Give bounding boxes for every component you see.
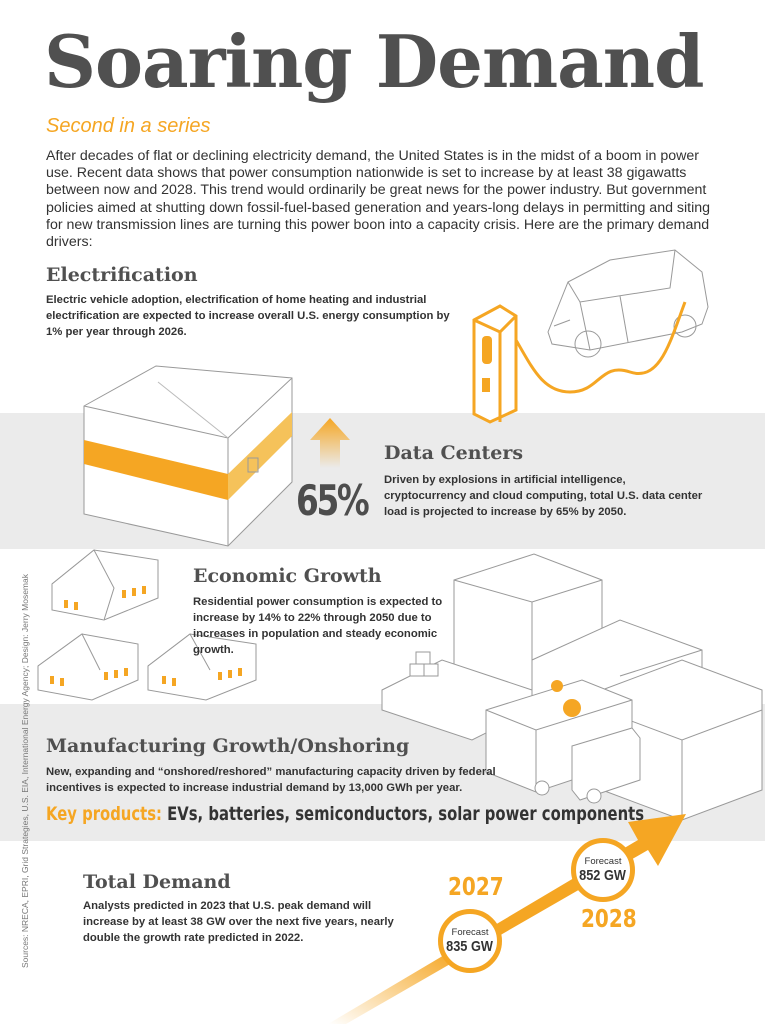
forecast-2028-label: Forecast <box>584 856 622 867</box>
economic-growth-body: Residential power consumption is expected to increase by 14% to 22% through 2050 due to increases in population and steady economic growth. <box>193 596 443 656</box>
forecast-2027-badge <box>438 909 502 973</box>
sources-credit: Sources: NRECA, EPRI, Grid Strategies, U.S. EIA, International Energy Agency; Design: Jerry Mosemak <box>20 574 30 968</box>
total-demand-heading: Total Demand <box>83 871 231 893</box>
key-products-text: EVs, batteries, semiconductors, solar power components <box>161 803 645 825</box>
total-demand-body: Analysts predicted in 2023 that U.S. peak demand will increase by at least 38 GW over the next five years, nearly double the growth rate predicted in 2022. <box>83 900 394 944</box>
manufacturing-body: New, expanding and “onshored/reshored” manufacturing capacity driven by federal incentives is expected to increase industrial demand by 13,000 GWh per year. <box>46 766 496 794</box>
electrification-body: Electric vehicle adoption, electrification of home heating and industrial electrification are expected to increase overall U.S. energy consumption by 1% per year through 2026. <box>46 294 450 338</box>
key-products-label: Key products: <box>46 803 162 825</box>
page-title: Soaring Demand <box>44 19 704 104</box>
year-2028-label: 2028 <box>581 904 637 933</box>
subtitle: Second in a series <box>46 115 211 137</box>
forecast-2027-label: Forecast <box>451 927 489 938</box>
key-products-line <box>46 803 644 825</box>
data-center-building-illustration <box>78 342 298 547</box>
up-arrow-icon <box>310 418 350 468</box>
electrification-heading: Electrification <box>46 264 198 286</box>
forecast-2028-badge <box>571 838 635 902</box>
data-center-percent-stat: 65% <box>296 476 368 525</box>
data-centers-heading: Data Centers <box>384 442 524 464</box>
forecast-2028-value: 852 GW <box>579 867 627 884</box>
year-2027-label: 2027 <box>448 872 504 901</box>
intro-paragraph: After decades of flat or declining electricity demand, the United States is in the midst of a boom in power use. Recent data shows that power consumption nationwide is set to increase by at least 38 gigawatts between now and 2028. This trend would ordinarily be great news for the power industry. But government policies aimed at shutting down fossil-fuel-based generation and years-long delays in permitting and siting for new transmission lines are turning this power boon into a capacity crisis. Here are the primary demand drivers: <box>46 148 711 251</box>
manufacturing-heading: Manufacturing Growth/Onshoring <box>46 735 410 757</box>
ev-charger-car-illustration <box>470 232 720 422</box>
economic-growth-heading: Economic Growth <box>193 565 382 587</box>
data-centers-body: Driven by explosions in artificial intelligence, cryptocurrency and cloud computing, total U.S. data center load is projected to increase by 65% by 2050. <box>384 474 703 518</box>
forecast-2027-value: 835 GW <box>446 938 494 955</box>
